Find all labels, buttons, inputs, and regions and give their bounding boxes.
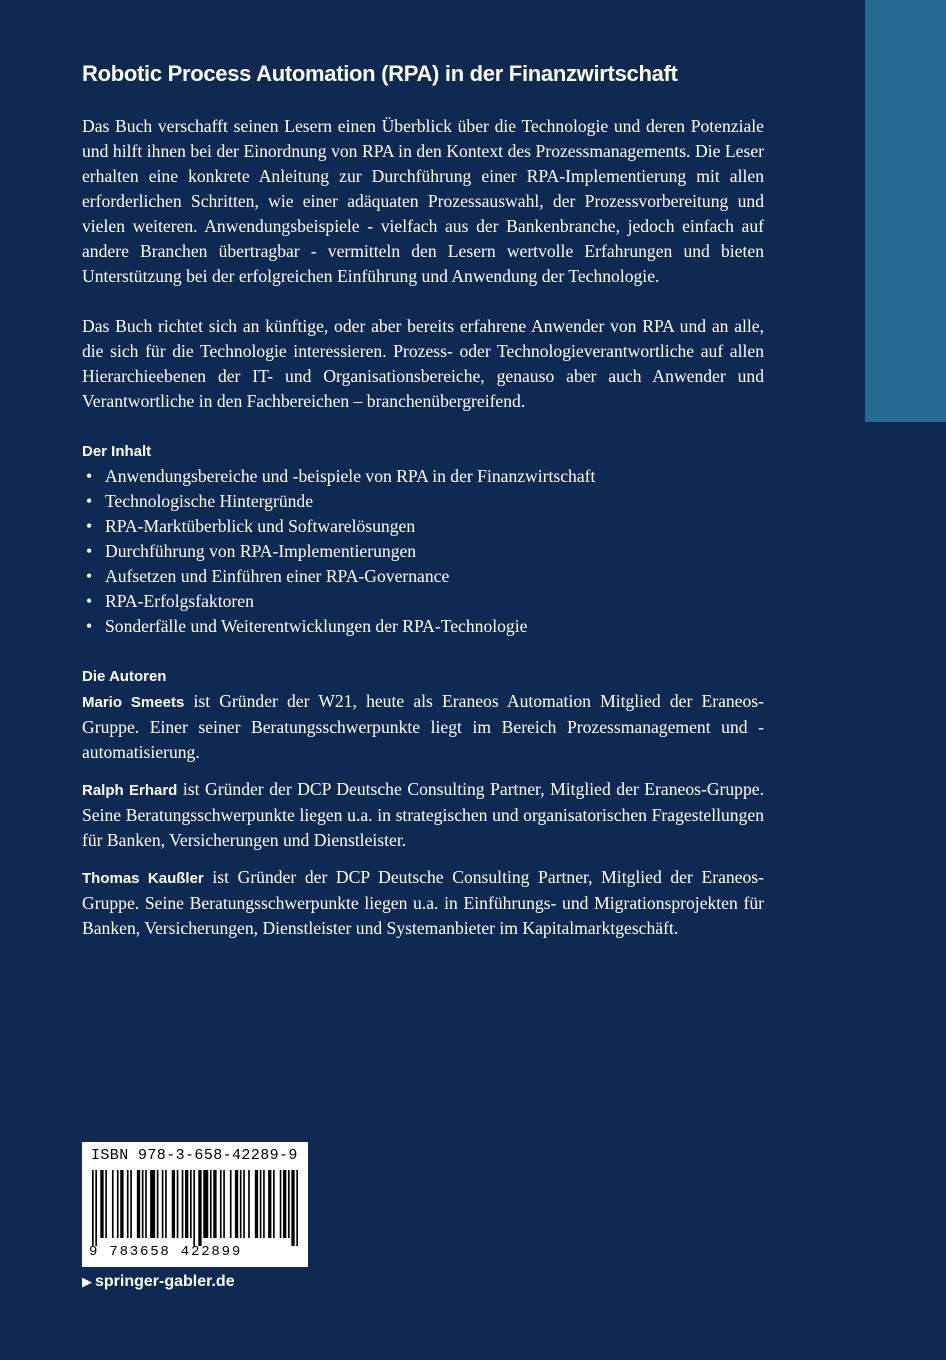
- barcode-bar: [203, 1170, 208, 1238]
- bullet-icon: •: [86, 541, 93, 561]
- authors-heading: Die Autoren: [82, 668, 167, 685]
- description-paragraph-1: Das Buch verschafft seinen Lesern einen Überblick über die Technologie und deren Potenziale und hilft ihnen bei der Einordnung von RPA in den Kontext des Prozessmanagements. Die Leser erhalten eine konkrete Anleitung zur Durchführung einer RPA-Implementierung mit allen erforderlichen Schritten, wie einer adäquaten Prozessauswahl, der Prozessvorbereitung und vielen weiteren. Anwendungsbeispiele - vielfach aus der Bankenbranche, jedoch einfach auf andere Branchen übertragbar - vermitteln den Lesern wertvolle Erfahrungen und bieten Unterstützung bei der erfolgreichen Einführung und Anwendung der Technologie.: [82, 116, 764, 286]
- barcode-bar: [165, 1170, 167, 1238]
- list-item: • Technologische Hintergründe: [82, 489, 764, 514]
- author-bio: ist Gründer der W21, heute als Eraneos Automation Mitglied der Eraneos-Gruppe. Einer seiner Beratungsschwerpunkte liegt im Bereich Prozessmanagement und -automatisierung.: [82, 691, 764, 762]
- list-item: • Anwendungsbereiche und -beispiele von RPA in der Finanzwirtschaft: [82, 464, 764, 489]
- barcode-bar: [112, 1170, 114, 1238]
- barcode-bar: [213, 1170, 216, 1238]
- barcode-bar: [92, 1170, 94, 1246]
- barcode-bar: [268, 1170, 271, 1238]
- barcode-bar: [142, 1170, 144, 1238]
- barcode-bar: [291, 1170, 294, 1246]
- barcode-bar: [95, 1170, 97, 1246]
- barcode-bar: [190, 1170, 192, 1238]
- barcode-bar: [283, 1170, 286, 1238]
- barcode-bar: [235, 1170, 238, 1238]
- bullet-icon: •: [86, 616, 93, 636]
- barcode-bar: [120, 1170, 123, 1238]
- barcode-bar: [172, 1170, 175, 1238]
- barcode-bar: [177, 1170, 179, 1238]
- barcode-bar: [100, 1170, 103, 1238]
- author-bio: ist Gründer der DCP Deutsche Consulting Partner, Mitglied der Eraneos-Gruppe. Seine Beratungsschwerpunkte liegen u.a. in strategischen und organisatorischen Fragestellungen für Banken, Versicherungen und Dienstleister.: [82, 779, 764, 850]
- barcode-bar: [185, 1170, 188, 1238]
- list-item: • Durchführung von RPA-Implementierungen: [82, 539, 764, 564]
- barcode-bar: [193, 1170, 195, 1246]
- author-name: Thomas Kaußler: [82, 870, 204, 887]
- barcode-bar: [248, 1170, 250, 1238]
- author-entry: [82, 865, 764, 941]
- barcode-bar: [223, 1170, 225, 1238]
- barcode-bar: [230, 1170, 232, 1238]
- barcode-bar: [220, 1170, 222, 1238]
- accent-bar: [865, 0, 946, 422]
- barcode-bar: [157, 1170, 159, 1238]
- list-item: • Aufsetzen und Einführen einer RPA-Governance: [82, 564, 764, 589]
- isbn-label: ISBN 978-3-658-42289-9: [91, 1147, 298, 1164]
- barcode-bars: [92, 1170, 298, 1246]
- author-entry: [82, 689, 764, 765]
- barcode-bar: [150, 1170, 155, 1238]
- barcode-bar: [243, 1170, 245, 1238]
- barcode-digits: 9 783658 422899: [89, 1244, 243, 1260]
- website-text: springer-gabler.de: [95, 1273, 235, 1290]
- contents-heading: Der Inhalt: [82, 443, 152, 460]
- website-link[interactable]: [82, 1270, 235, 1294]
- contents-list: [82, 464, 764, 639]
- book-title: Robotic Process Automation (RPA) in der Finanzwirtschaft: [82, 61, 678, 86]
- author-entry: [82, 777, 764, 853]
- author-name: Mario Smeets: [82, 694, 185, 711]
- barcode-bar: [182, 1170, 184, 1238]
- barcode-bar: [117, 1170, 119, 1238]
- isbn-barcode: [82, 1142, 308, 1267]
- barcode-bar: [260, 1170, 262, 1238]
- arrow-right-icon: ▶: [82, 1274, 92, 1289]
- barcode-bar: [105, 1170, 107, 1238]
- bullet-icon: •: [86, 516, 93, 536]
- author-bio: ist Gründer der DCP Deutsche Consulting Partner, Mitglied der Eraneos-Gruppe. Seine Beratungsschwerpunkte liegen u.a. in Einführungs- und Migrationsprojekten für Banken, Versicherungen, Dienstleister und Systemanbieter im Kapitalmarktgeschäft.: [82, 867, 764, 938]
- barcode-bar: [198, 1170, 201, 1246]
- barcode-bar: [137, 1170, 140, 1238]
- barcode-bar: [288, 1170, 290, 1238]
- bullet-icon: •: [86, 566, 93, 586]
- barcode-bar: [273, 1170, 275, 1238]
- list-item: • RPA-Marktüberblick und Softwarelösungen: [82, 514, 764, 539]
- barcode-bar: [296, 1170, 298, 1246]
- barcode-bar: [145, 1170, 147, 1238]
- description-paragraph-2: Das Buch richtet sich an künftige, oder aber bereits erfahrene Anwender von RPA und an alle, die sich für die Technologie interessieren. Prozess- oder Technologieverantwortliche auf allen Hierarchieebenen der IT- und Organisationsbereiche, genauso aber auch Anwender und Verantwortliche in den Fachbereichen – branchenübergreifend.: [82, 316, 764, 411]
- author-name: Ralph Erhard: [82, 782, 178, 799]
- bullet-icon: •: [86, 591, 93, 611]
- list-item: • RPA-Erfolgsfaktoren: [82, 589, 764, 614]
- barcode-bar: [280, 1170, 282, 1238]
- barcode-bar: [127, 1170, 129, 1238]
- list-item: • Sonderfälle und Weiterentwicklungen der RPA-Technologie: [82, 614, 764, 639]
- back-cover-content: [82, 56, 764, 953]
- barcode-bar: [255, 1170, 258, 1238]
- barcode-bar: [263, 1170, 265, 1238]
- barcode-bar: [240, 1170, 242, 1238]
- barcode-bar: [130, 1170, 132, 1238]
- bullet-icon: •: [86, 491, 93, 511]
- barcode-bar: [210, 1170, 212, 1238]
- bullet-icon: •: [86, 466, 93, 486]
- barcode-bar: [162, 1170, 164, 1238]
